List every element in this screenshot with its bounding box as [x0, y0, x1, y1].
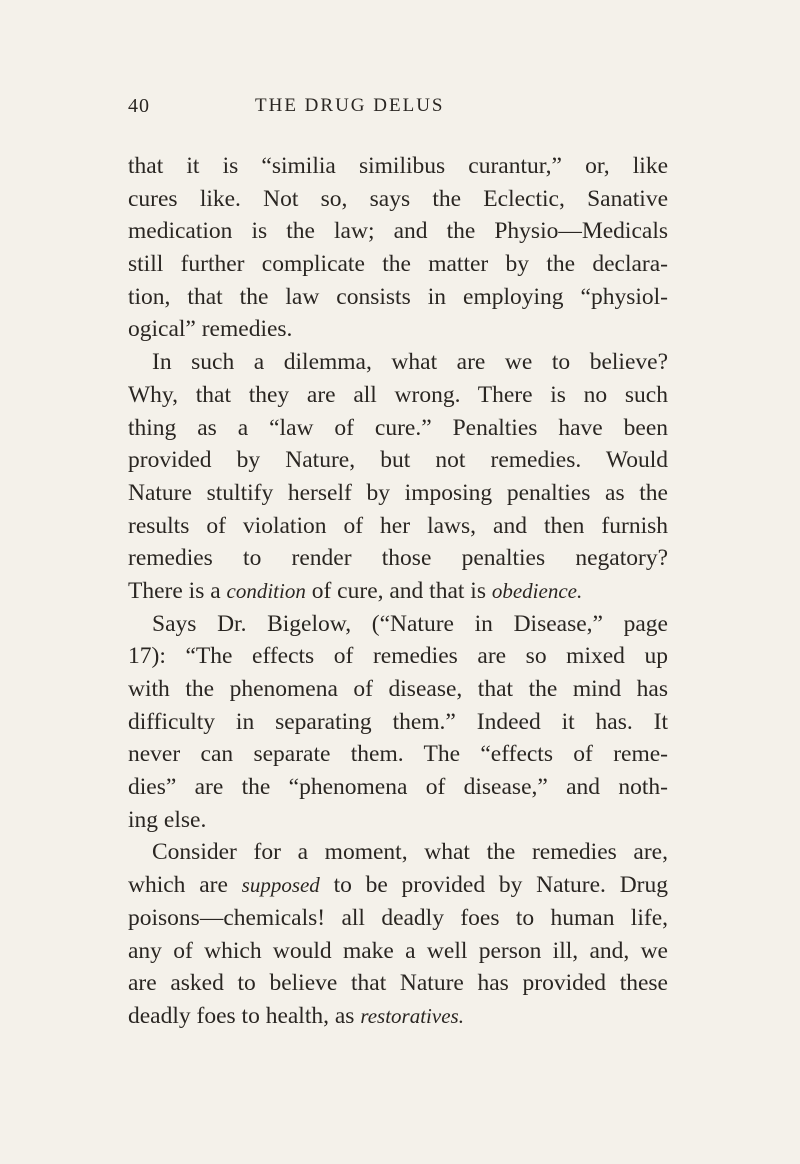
text-run: to be provided by Nature. Drug — [319, 872, 668, 899]
text-run: results of violation of her laws, and then furnish — [128, 512, 668, 539]
text-line — [128, 477, 668, 510]
text-line — [128, 673, 668, 706]
text-run: Why, that they are all wrong. There is no such — [128, 381, 668, 408]
text-run: There is a — [128, 577, 227, 604]
text-run: with the phenomena of disease, that the mind has — [128, 676, 668, 702]
text-line — [128, 215, 668, 248]
text-run: remedies to render those penalties negatory? — [128, 545, 668, 572]
page-header — [0, 95, 800, 125]
text-run: ing else. — [128, 806, 207, 833]
text-line — [128, 804, 668, 837]
text-line — [128, 313, 668, 346]
text-line — [128, 902, 668, 935]
text-line — [128, 738, 668, 771]
text-line — [128, 771, 668, 804]
text-run: ogical” remedies. — [128, 316, 293, 343]
text-run: poisons—chemicals! all deadly foes to human life, — [128, 904, 668, 931]
text-line — [128, 608, 668, 641]
text-line — [128, 640, 668, 673]
text-run: thing as a “law of cure.” Penalties have been — [128, 414, 668, 441]
text-line — [128, 869, 668, 902]
text-line — [128, 150, 668, 183]
italic-text: restoratives. — [360, 1003, 464, 1028]
text-line — [128, 248, 668, 281]
text-line — [128, 444, 668, 477]
text-line — [128, 1000, 668, 1033]
text-run: provided by Nature, but not remedies. Would — [128, 447, 668, 474]
text-run: any of which would make a well person ill, and, we — [128, 937, 668, 964]
text-line — [128, 379, 668, 412]
text-run: Nature stultify herself by imposing penalties as the — [128, 479, 668, 506]
text-run: are asked to believe that Nature has provided these — [128, 970, 668, 997]
body-text — [128, 150, 668, 1033]
text-run: which are — [128, 872, 242, 899]
text-run: still further complicate the matter by the declara- — [128, 251, 668, 278]
text-line — [128, 346, 668, 379]
text-run: that it is “similia similibus curantur,” or, like — [128, 153, 668, 179]
page-number: 40 — [128, 95, 150, 117]
text-line — [128, 510, 668, 543]
text-line — [128, 935, 668, 968]
text-run: never can separate them. The “effects of reme- — [128, 741, 668, 768]
italic-text: supposed — [241, 873, 320, 898]
italic-text: obedience. — [491, 578, 583, 603]
text-run: medication is the law; and the Physio—Medicals — [128, 218, 668, 245]
text-run: dies” are the “phenomena of disease,” and noth- — [128, 774, 668, 801]
text-line — [128, 542, 668, 575]
text-run: deadly foes to health, as — [128, 1002, 361, 1029]
text-run: of cure, and that is — [305, 577, 492, 604]
text-line — [128, 706, 668, 739]
text-run: In such a dilemma, what are we to believe? — [152, 349, 668, 376]
text-run: tion, that the law consists in employing “physiol- — [128, 283, 668, 310]
text-line — [128, 836, 668, 869]
text-run: 17): “The effects of remedies are so mixed up — [128, 643, 668, 670]
text-line — [128, 183, 668, 216]
text-run: Says Dr. Bigelow, (“Nature in Disease,” page — [152, 610, 668, 637]
text-run: cures like. Not so, says the Eclectic, Sanative — [128, 185, 668, 212]
text-line — [128, 412, 668, 445]
text-line — [128, 967, 668, 1000]
text-run: Consider for a moment, what the remedies are, — [152, 839, 668, 866]
text-run: difficulty in separating them.” Indeed it has. It — [128, 708, 668, 735]
text-line — [128, 575, 668, 608]
italic-text: condition — [226, 578, 306, 603]
running-head: THE DRUG DELUS — [255, 95, 445, 116]
text-line — [128, 281, 668, 314]
